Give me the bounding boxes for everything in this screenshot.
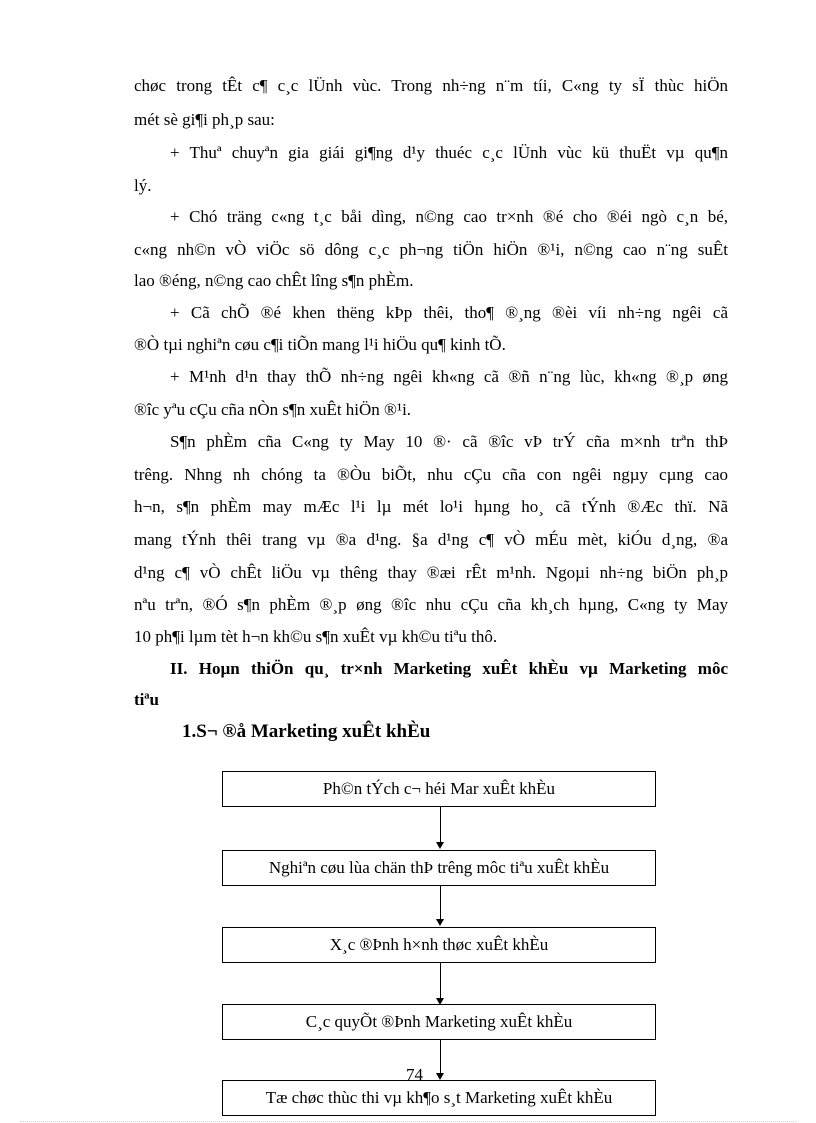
section-heading-line: tiªu bbox=[134, 690, 159, 709]
text-line: S¶n phÈm cña C«ng ty May 10 ®· cã ®îc vÞ trÝ cña m×nh trªn thÞ bbox=[170, 432, 728, 451]
arrow-down-icon bbox=[436, 842, 444, 849]
flow-step-3: X¸c ®Þnh h×nh thøc xuÊt khÈu bbox=[222, 927, 656, 963]
text-line: c«ng nh©n vÒ viÖc sö dông c¸c ph¬ng tiÖn hiÖn ®¹i, n©ng cao n¨ng suÊt bbox=[134, 240, 728, 259]
text-line: + Cã chÕ ®é khen thëng kÞp thêi, tho¶ ®¸ng ®èi víi nh÷ng ngêi cã bbox=[170, 303, 728, 322]
flow-step-2: Nghiªn cøu lùa chän thÞ trêng môc tiªu xuÊt khÈu bbox=[222, 850, 656, 886]
flow-step-1: Ph©n tÝch c¬ héi Mar xuÊt khÈu bbox=[222, 771, 656, 807]
text-line: mét sè gi¶i ph¸p sau: bbox=[134, 110, 275, 129]
arrow-down-icon bbox=[436, 919, 444, 926]
text-line: + M¹nh d¹n thay thÕ nh÷ng ngêi kh«ng cã ®ñ n¨ng lùc, kh«ng ®¸p øng bbox=[170, 367, 728, 386]
text-line: h¬n, s¶n phÈm may mÆc l¹i lµ mét lo¹i hµng ho¸ cã tÝnh ®Æc thï. Nã bbox=[134, 497, 728, 516]
arrow-down-icon bbox=[436, 1073, 444, 1080]
connector-line bbox=[440, 1040, 441, 1074]
text-line: d¹ng c¶ vÒ chÊt liÖu vµ thêng thay ®æi rÊt m¹nh. Ngoµi nh÷ng biÖn ph¸p bbox=[134, 563, 728, 582]
text-line: + Thuª chuyªn gia giái gi¶ng d¹y thuéc c¸c lÜnh vùc kü thuËt vµ qu¶n bbox=[170, 143, 728, 162]
text-line: lao ®éng, n©ng cao chÊt lîng s¶n phÈm. bbox=[134, 271, 414, 290]
text-line: trêng. Nhng nh chóng ta ®Òu biÕt, nhu cÇu cña con ngêi ngµy cµng cao bbox=[134, 465, 728, 484]
text-line: ®îc yªu cÇu cña nÒn s¶n xuÊt hiÖn ®¹i. bbox=[134, 400, 412, 419]
page-edge-divider bbox=[20, 1121, 796, 1122]
text-line: + Chó träng c«ng t¸c båi dìng, n©ng cao tr×nh ®é cho ®éi ngò c¸n bé, bbox=[170, 207, 728, 226]
text-line: lý. bbox=[134, 176, 152, 195]
text-line: ®Ò tµi nghiªn cøu c¶i tiÕn mang l¹i hiÖu qu¶ kinh tÕ. bbox=[134, 335, 506, 354]
text-line: chøc trong tÊt c¶ c¸c lÜnh vùc. Trong nh÷ng n¨m tíi, C«ng ty sÏ thùc hiÖn bbox=[134, 76, 728, 95]
connector-line bbox=[440, 807, 441, 843]
section-heading-line: II. Hoµn thiÖn qu¸ tr×nh Marketing xuÊt khÈu vµ Marketing môc bbox=[170, 659, 728, 678]
connector-line bbox=[440, 886, 441, 920]
text-line: 10 ph¶i lµm tèt h¬n kh©u s¶n xuÊt vµ kh©u tiªu thô. bbox=[134, 627, 498, 646]
flow-step-5: Tæ chøc thùc thi vµ kh¶o s¸t Marketing xuÊt khÈu bbox=[222, 1080, 656, 1116]
subsection-title: 1.S¬ ®å Marketing xuÊt khÈu bbox=[182, 721, 431, 742]
text-line: mang tÝnh thêi trang vµ ®a d¹ng. §a d¹ng c¶ vÒ mÉu mèt, kiÓu d¸ng, ®a bbox=[134, 530, 728, 549]
flow-step-4: C¸c quyÕt ®Þnh Marketing xuÊt khÈu bbox=[222, 1004, 656, 1040]
page-number: 74 bbox=[406, 1065, 423, 1084]
connector-line bbox=[440, 963, 441, 999]
text-line: nªu trªn, ®Ó s¶n phÈm ®¸p øng ®îc nhu cÇu cña kh¸ch hµng, C«ng ty May bbox=[134, 595, 728, 614]
